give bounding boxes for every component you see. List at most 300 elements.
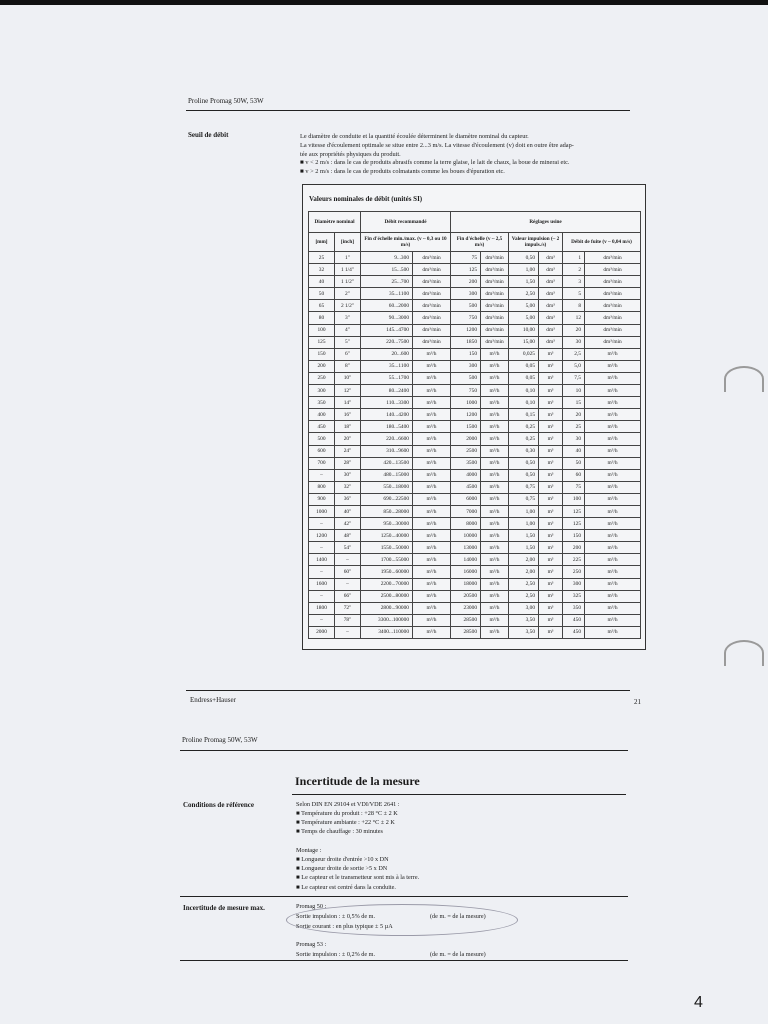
table-cell: 950...30000 [361,518,413,530]
table-cell: 1,50 [509,530,539,542]
table-cell: 42" [335,518,361,530]
page2-header-rule [180,750,628,751]
table-row [309,445,641,457]
table-cell: 500 [451,372,481,384]
table-cell: dm³ [539,264,563,276]
table-cell: 150 [563,530,585,542]
table-cell: 1850 [451,336,481,348]
col-header-recommended: Débit recommandé [361,212,451,233]
promag50-line: Sortie impulsion : ± 0,5% de m. [296,913,376,920]
table-cell: m³/h [585,397,641,409]
table-row [309,614,641,626]
table-cell: 0,50 [509,252,539,264]
table-cell: 450 [309,421,335,433]
table-cell: 80 [309,312,335,324]
table-cell: 1 [563,252,585,264]
table-cell: 550...18000 [361,481,413,493]
table-cell: 2,00 [509,554,539,566]
binder-hole-upper [724,366,764,392]
table-cell: 4" [335,324,361,336]
promag50-note: (de m. = de la mesure) [430,913,486,920]
table-cell: 2000 [309,626,335,638]
table-cell: 2 [563,264,585,276]
table-cell: 2800...90000 [361,602,413,614]
table-cell: m³/h [585,445,641,457]
table-cell: m³/h [481,409,509,421]
col-header-lowflow: Débit de fuite (v ~ 0,04 m/s) [563,233,641,252]
table-cell: 3400...110000 [361,626,413,638]
table-cell: m³/h [413,409,451,421]
table-row [309,554,641,566]
page-header: Proline Promag 50W, 53W [188,97,264,105]
table-cell: m³/h [585,578,641,590]
table-cell: – [309,590,335,602]
table-cell: 220...7500 [361,336,413,348]
table-cell: m³ [539,602,563,614]
table-cell: 40 [563,445,585,457]
table-row [309,276,641,288]
table-cell: m³ [539,578,563,590]
table-cell: – [335,554,361,566]
table-cell: m³/h [585,360,641,372]
table-cell: 300 [451,360,481,372]
table-cell: 0,75 [509,493,539,505]
table-cell: 30 [563,433,585,445]
table-cell: 700 [309,457,335,469]
table-cell: m³/h [585,348,641,360]
table-cell: dm³/min [585,276,641,288]
table-cell: m³/h [413,348,451,360]
table-cell: 2500...80000 [361,590,413,602]
table-cell: m³/h [413,554,451,566]
table-cell: 140...4200 [361,409,413,421]
table-cell: 1000 [451,397,481,409]
table-row [309,626,641,638]
table-row [309,518,641,530]
table-cell: m³ [539,566,563,578]
table-cell: dm³ [539,288,563,300]
table-cell: m³/h [413,505,451,517]
table-cell: 250 [309,372,335,384]
table-cell: 350 [309,397,335,409]
table-cell: 2,00 [509,566,539,578]
table-cell: m³/h [481,469,509,481]
paragraph-line: Le diamètre de conduite et la quantité écoulée déterminent le diamètre nominal du capteur. [300,133,529,140]
table-cell: dm³/min [413,276,451,288]
header-rule [186,110,630,111]
table-cell: 12 [563,312,585,324]
table-cell: dm³ [539,324,563,336]
table-cell: 7,5 [563,372,585,384]
table-cell: m³/h [413,578,451,590]
table-cell: 1700...55000 [361,554,413,566]
table-cell: 16" [335,409,361,421]
col-header-inch: [inch] [335,233,361,252]
table-cell: m³/h [481,481,509,493]
table-cell: 1950...60000 [361,566,413,578]
table-cell: 1,00 [509,518,539,530]
table-cell: – [309,518,335,530]
table-cell: 1200 [451,324,481,336]
table-cell: 5" [335,336,361,348]
table-cell: 125 [563,505,585,517]
col-header-pulse: Valeur impulsion (~ 2 impuls./s) [509,233,563,252]
table-cell: m³ [539,614,563,626]
table-row [309,252,641,264]
table-cell: 850...28000 [361,505,413,517]
table-cell: m³/h [413,469,451,481]
table-cell: m³/h [585,409,641,421]
table-cell: 40" [335,505,361,517]
table-cell: m³/h [585,421,641,433]
table-cell: 13000 [451,542,481,554]
table-cell: m³ [539,360,563,372]
table-cell: dm³/min [481,312,509,324]
table-cell: m³/h [413,372,451,384]
table-cell: dm³/min [413,264,451,276]
table-row [309,542,641,554]
table-cell: 50 [309,288,335,300]
table-cell: m³/h [481,360,509,372]
table-cell: dm³/min [413,300,451,312]
table-cell: 28500 [451,626,481,638]
table-cell: m³/h [413,530,451,542]
col-header-mm: [mm] [309,233,335,252]
table-cell: m³ [539,626,563,638]
table-cell: dm³/min [413,252,451,264]
table-cell: 65 [309,300,335,312]
table-row [309,300,641,312]
table-cell: 54" [335,542,361,554]
table-cell: 350 [563,602,585,614]
table-cell: 16000 [451,566,481,578]
table-cell: dm³/min [481,288,509,300]
table-cell: m³ [539,409,563,421]
table-cell: m³/h [481,493,509,505]
table-cell: dm³/min [585,312,641,324]
table-row [309,566,641,578]
table-cell: 9...300 [361,252,413,264]
table-cell: dm³ [539,336,563,348]
table-cell: 8" [335,360,361,372]
table-cell: – [309,566,335,578]
table-cell: m³ [539,457,563,469]
table-cell: m³/h [481,457,509,469]
table-cell: dm³/min [481,300,509,312]
table-cell: 48" [335,530,361,542]
table-cell: m³/h [481,614,509,626]
table-row [309,288,641,300]
table-cell: 25 [563,421,585,433]
table-cell: 2500 [451,445,481,457]
table-cell: 50 [563,457,585,469]
table-cell: 125 [563,518,585,530]
col-header-recommended-sub: Fin d'échelle min./max. (v ~ 0,3 ou 10 m/s) [361,233,451,252]
table-cell: 14" [335,397,361,409]
table-cell: 125 [309,336,335,348]
table-cell: m³ [539,469,563,481]
table-body [309,252,641,639]
table-cell: m³/h [481,602,509,614]
table-cell: 18000 [451,578,481,590]
table-cell: m³/h [481,518,509,530]
scan-top-edge [0,0,768,5]
table-cell: 60 [563,469,585,481]
promag53-note: (de m. = de la mesure) [430,951,486,958]
table-cell: dm³/min [585,300,641,312]
table-cell: 3,50 [509,614,539,626]
table-cell: 12" [335,385,361,397]
table-cell: 2 1/2" [335,300,361,312]
table-cell: 500 [451,300,481,312]
table-cell: 10000 [451,530,481,542]
table-cell: 220...6600 [361,433,413,445]
table-cell: 4000 [451,469,481,481]
table-cell: m³/h [413,360,451,372]
table-cell: m³/h [481,348,509,360]
table-cell: m³ [539,493,563,505]
table-cell: m³/h [413,518,451,530]
table-cell: dm³/min [585,324,641,336]
table-cell: m³/h [413,602,451,614]
table-cell: m³/h [481,372,509,384]
table-cell: 78" [335,614,361,626]
table-cell: 6000 [451,493,481,505]
col-header-fullscale: Fin d'échelle (v ~ 2,5 m/s) [451,233,509,252]
table-cell: 600 [309,445,335,457]
table-cell: m³/h [585,372,641,384]
nominal-flow-table-box [302,184,646,650]
footer-rule [186,690,630,691]
table-row [309,348,641,360]
table-cell: 0,75 [509,481,539,493]
table-cell: 200 [563,542,585,554]
table-row [309,360,641,372]
table-cell: m³/h [413,385,451,397]
table-cell: 18" [335,421,361,433]
paragraph-line: ■ v > 2 m/s : dans le cas de produits colmatants comme les boues d'épuration etc. [300,168,505,176]
section-rule [180,896,628,897]
table-cell: 0,30 [509,445,539,457]
table-cell: dm³/min [413,324,451,336]
table-cell: 1,00 [509,264,539,276]
table-cell: m³/h [585,505,641,517]
table-cell: 420...13500 [361,457,413,469]
table-cell: 100 [309,324,335,336]
table-cell: 500 [309,433,335,445]
table-cell: 0,50 [509,457,539,469]
table-cell: m³/h [585,554,641,566]
table-cell: 180...5400 [361,421,413,433]
table-row [309,493,641,505]
table-cell: m³/h [413,397,451,409]
table-cell: m³/h [481,385,509,397]
table-cell: m³/h [481,530,509,542]
table-cell: 25...700 [361,276,413,288]
table-cell: dm³/min [413,312,451,324]
table-cell: 1 1/2" [335,276,361,288]
table-cell: 1250...40000 [361,530,413,542]
table-cell: 23000 [451,602,481,614]
table-cell: m³/h [585,518,641,530]
table-cell: 1 1/4" [335,264,361,276]
table-cell: 2200...70000 [361,578,413,590]
table-cell: 8 [563,300,585,312]
ref-line: ■ Temps de chauffage : 30 minutes [296,828,383,835]
max-uncertainty-label: Incertitude de mesure max. [183,904,265,912]
table-cell: 6" [335,348,361,360]
table-cell: dm³/min [481,264,509,276]
table-cell: 36" [335,493,361,505]
table-cell: 32 [309,264,335,276]
col-header-factory: Réglages usine [451,212,641,233]
table-cell: 300 [563,578,585,590]
table-cell: 3300...100000 [361,614,413,626]
table-cell: m³ [539,421,563,433]
table-cell: m³/h [413,590,451,602]
table-cell: 20" [335,433,361,445]
table-cell: 40 [309,276,335,288]
table-row [309,457,641,469]
montage-line: ■ Longueur droite d'entrée >10 x DN [296,856,389,863]
table-row [309,469,641,481]
table-cell: 5,00 [509,312,539,324]
table-cell: dm³/min [413,336,451,348]
table-cell: 0,15 [509,409,539,421]
table-cell: 1200 [451,409,481,421]
table-row [309,372,641,384]
table-row [309,397,641,409]
table-cell: 3,50 [509,626,539,638]
table-cell: m³ [539,348,563,360]
montage-line: ■ Le capteur et le transmetteur sont mis à la terre. [296,874,420,881]
table-cell: – [309,614,335,626]
table-cell: dm³/min [481,252,509,264]
table-cell: 30 [563,336,585,348]
table-row [309,578,641,590]
table-cell: dm³/min [585,264,641,276]
table-cell: 10" [335,372,361,384]
table-cell: m³/h [481,433,509,445]
table-cell: dm³/min [585,288,641,300]
paragraph-line: La vitesse d'écoulement optimale se situe entre 2...3 m/s. La vitesse d'écoulement (v) doit en outre être adap- [300,141,574,149]
table-cell: 750 [451,312,481,324]
table-cell: m³/h [413,493,451,505]
page-number: 4 [694,994,703,1011]
table-cell: 0,025 [509,348,539,360]
table-title: Valeurs nominales de débit (unités SI) [309,195,423,203]
promag53-title: Promag 53 : [296,941,327,948]
table-cell: 1200 [309,530,335,542]
binder-hole-lower [724,640,764,666]
table-cell: 145...4700 [361,324,413,336]
table-cell: m³/h [585,457,641,469]
table-cell: m³/h [413,542,451,554]
table-cell: 3500 [451,457,481,469]
table-row [309,421,641,433]
table-cell: 400 [309,409,335,421]
table-cell: 15 [563,397,585,409]
table-cell: 750 [451,385,481,397]
table-cell: 150 [309,348,335,360]
footer-page-number: 21 [634,698,641,706]
table-cell: 0,25 [509,433,539,445]
table-cell: 150 [451,348,481,360]
title-rule [292,794,626,795]
table-cell: dm³/min [585,252,641,264]
table-cell: m³ [539,542,563,554]
table-row [309,433,641,445]
flow-paragraph [300,133,648,177]
table-cell: m³/h [585,481,641,493]
table-cell: 4500 [451,481,481,493]
table-cell: m³ [539,372,563,384]
table-cell: 8000 [451,518,481,530]
table-cell: m³ [539,590,563,602]
table-cell: 1500 [451,421,481,433]
table-cell: 20 [563,324,585,336]
table-cell: 1550...50000 [361,542,413,554]
table-cell: m³/h [585,530,641,542]
table-cell: 24" [335,445,361,457]
table-cell: 5,00 [509,300,539,312]
table-cell: 3" [335,312,361,324]
montage-line: Montage : [296,847,322,854]
table-cell: 80...2400 [361,385,413,397]
table-cell: 66" [335,590,361,602]
table-row [309,409,641,421]
table-cell: 2,50 [509,590,539,602]
table-cell: dm³ [539,276,563,288]
table-cell: – [309,542,335,554]
table-cell: m³/h [481,397,509,409]
table-cell: 25 [309,252,335,264]
table-row [309,505,641,517]
table-cell: 2" [335,288,361,300]
table-cell: m³ [539,385,563,397]
table-cell: 900 [309,493,335,505]
table-cell: 690...22500 [361,493,413,505]
table-cell: 5 [563,288,585,300]
table-cell: 250 [563,566,585,578]
table-cell: 0,05 [509,372,539,384]
table-cell: 75 [451,252,481,264]
table-cell: m³ [539,397,563,409]
table-cell: 1,00 [509,505,539,517]
table-cell: 60...2000 [361,300,413,312]
table-cell: 28" [335,457,361,469]
table-cell: 30" [335,469,361,481]
footer-brand: Endress+Hauser [190,696,236,704]
col-header-diameter: Diamètre nominal [309,212,361,233]
table-cell: m³/h [413,614,451,626]
table-cell: 800 [309,481,335,493]
table-row [309,336,641,348]
table-cell: 1800 [309,602,335,614]
table-cell: 2,5 [563,348,585,360]
ref-line: ■ Température du produit : +28 °C ± 2 K [296,810,398,817]
table-cell: 1" [335,252,361,264]
table-cell: 28500 [451,614,481,626]
table-cell: 15...500 [361,264,413,276]
table-row [309,312,641,324]
montage-line: ■ Le capteur est centré dans la conduite. [296,884,396,891]
table-cell: 10,00 [509,324,539,336]
table-cell: dm³/min [585,336,641,348]
table-cell: 225 [563,554,585,566]
table-cell: m³/h [585,469,641,481]
table-cell: 3,00 [509,602,539,614]
